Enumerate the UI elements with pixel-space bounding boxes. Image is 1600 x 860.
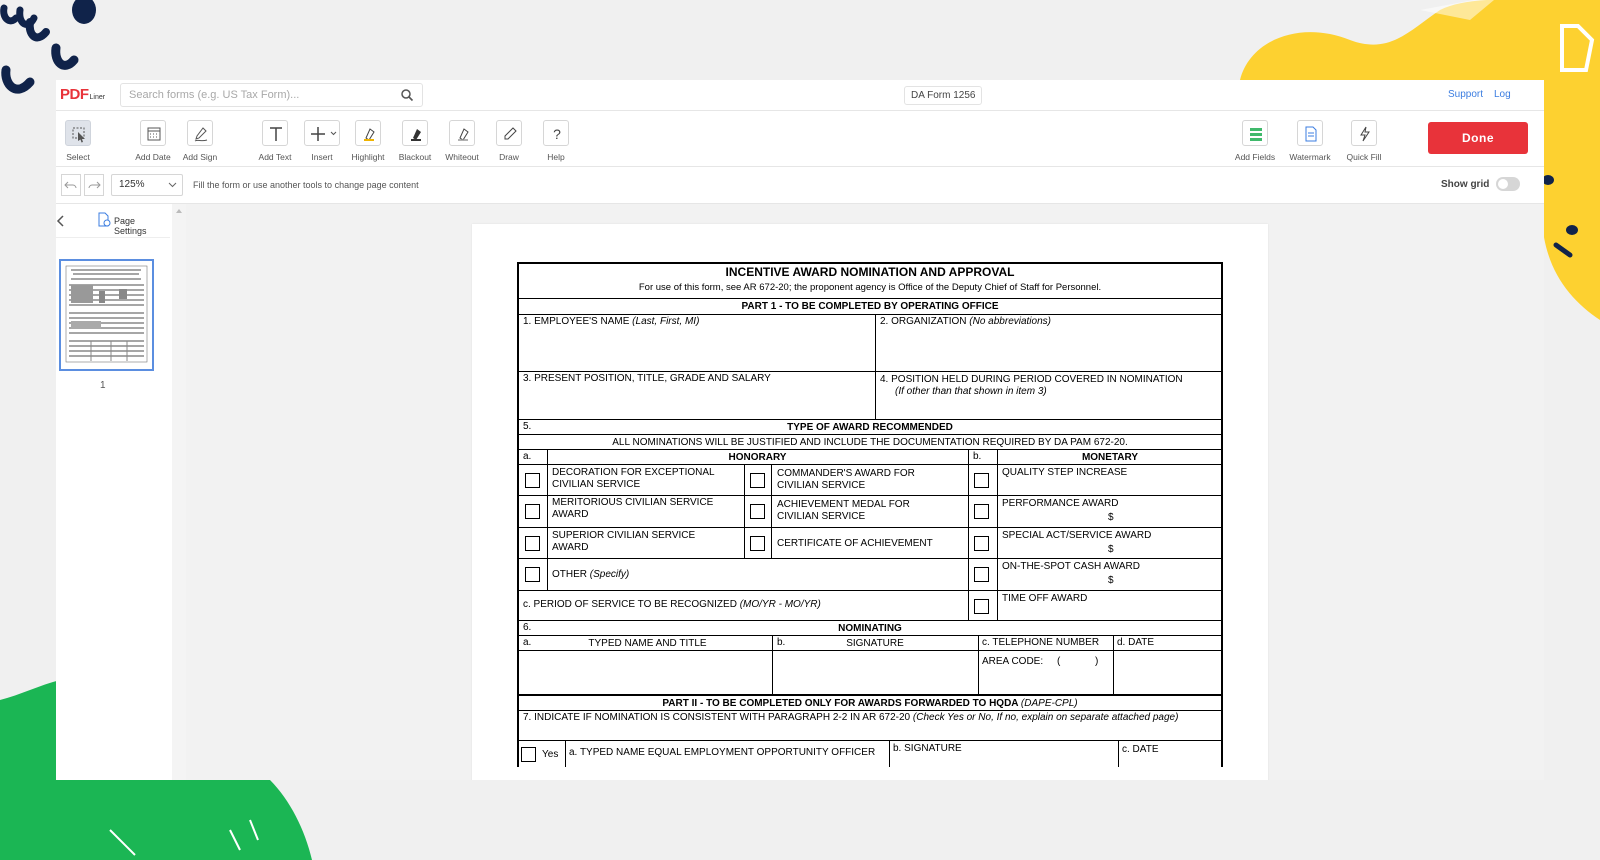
help-tool[interactable]: ? Help [531, 120, 581, 162]
telephone-number-label: c. TELEPHONE NUMBER [982, 637, 1100, 648]
quality-step-increase-checkbox[interactable] [974, 473, 989, 488]
award-row-1 [519, 465, 1221, 496]
achievement-medal-checkbox[interactable] [750, 504, 765, 519]
add-fields-tool[interactable]: Add Fields [1230, 120, 1280, 162]
nominating-signature-label: SIGNATURE [846, 638, 904, 649]
award-row-2 [519, 496, 1221, 528]
select-tool[interactable]: Select [56, 120, 103, 162]
performance-award-checkbox[interactable] [974, 504, 989, 519]
special-act-award-label: SPECIAL ACT/SERVICE AWARD [1002, 530, 1152, 541]
watermark-icon [1297, 120, 1323, 146]
achievement-medal-label-2: CIVILIAN SERVICE [777, 511, 866, 522]
help-icon [543, 120, 569, 146]
organization-label: 2. ORGANIZATION (No abbreviations) [880, 316, 1051, 327]
watermark-tool[interactable]: Watermark [1285, 120, 1335, 162]
page-number: 1 [100, 380, 106, 391]
section5-note: ALL NOMINATIONS WILL BE JUSTIFIED AND INCLUDE THE DOCUMENTATION REQUIRED BY DA PAM 672-20. [612, 437, 1128, 448]
page-settings-icon [96, 212, 112, 228]
blackout-tool[interactable]: Blackout [390, 120, 440, 162]
calendar-icon [140, 120, 166, 146]
sidebar-header [56, 204, 170, 238]
lightning-icon [1351, 120, 1377, 146]
other-award-checkbox[interactable] [525, 567, 540, 582]
scroll-up-icon[interactable] [175, 208, 183, 214]
show-grid-toggle[interactable] [1496, 177, 1520, 191]
document-title: DA Form 1256 [904, 86, 982, 105]
quality-step-increase-label: QUALITY STEP INCREASE [1002, 467, 1128, 478]
quick-fill-tool[interactable]: Quick Fill [1339, 120, 1389, 162]
show-grid-label: Show grid [1441, 179, 1490, 190]
eeo-date-label: c. DATE [1122, 744, 1159, 755]
instruction-text: Fill the form or use another tools to change page content [193, 180, 419, 190]
area-code-open-paren: ( [1057, 656, 1061, 667]
page-thumbnail-preview [61, 261, 152, 369]
redo-button[interactable] [84, 174, 104, 196]
section5-number: 5. [523, 421, 532, 432]
highlight-tool[interactable]: Highlight [343, 120, 393, 162]
row-employee-org [519, 315, 1221, 372]
special-act-dollar-sign: $ [1108, 544, 1114, 555]
search-input[interactable] [120, 83, 423, 107]
section5-title: TYPE OF AWARD RECOMMENDED [787, 422, 953, 433]
achievement-medal-label: ACHIEVEMENT MEDAL FOR [777, 499, 910, 510]
eeo-officer-label: a. TYPED NAME EQUAL EMPLOYMENT OPPORTUNITY OFFICER [569, 747, 876, 758]
commanders-award-checkbox[interactable] [750, 473, 765, 488]
login-link[interactable]: Log [1494, 89, 1511, 100]
special-act-award-checkbox[interactable] [974, 536, 989, 551]
consistency-label: 7. INDICATE IF NOMINATION IS CONSISTENT WITH PARAGRAPH 2-2 IN AR 672-20 (Check Yes or No, If no, explain on separate attached page) [523, 712, 1179, 723]
add-date-tool[interactable]: Add Date [128, 120, 178, 162]
commanders-award-label: COMMANDER'S AWARD FOR [777, 468, 915, 479]
add-sign-tool[interactable]: Add Sign [175, 120, 225, 162]
part1-title: PART 1 - TO BE COMPLETED BY OPERATING OFFICE [741, 301, 999, 312]
meritorious-service-label: MERITORIOUS CIVILIAN SERVICE [552, 497, 714, 508]
meritorious-service-checkbox[interactable] [525, 504, 540, 519]
area-code-label: AREA CODE: [982, 656, 1044, 667]
position-held-label: 4. POSITION HELD DURING PERIOD COVERED IN NOMINATION [880, 374, 1183, 385]
performance-award-label: PERFORMANCE AWARD [1002, 498, 1119, 509]
award-columns-header [519, 450, 1221, 465]
nominating-date-label: d. DATE [1117, 637, 1155, 648]
zoom-select[interactable]: 125% [111, 174, 183, 196]
form-header [519, 264, 1221, 299]
award-row-5 [519, 591, 1221, 621]
undo-button[interactable] [61, 174, 81, 196]
app-window [56, 80, 1544, 780]
nominating-columns [519, 636, 1221, 651]
section6-number: 6. [523, 622, 532, 633]
whiteout-tool[interactable]: Whiteout [437, 120, 487, 162]
award-row-3 [519, 528, 1221, 559]
area-code-close-paren: ) [1095, 656, 1099, 667]
document-canvas [186, 204, 1544, 780]
redo-icon [85, 175, 103, 195]
sidebar-scrollbar[interactable] [172, 204, 186, 780]
performance-dollar-sign: $ [1108, 512, 1114, 523]
consistent-yes-checkbox[interactable] [521, 747, 536, 762]
on-the-spot-award-checkbox[interactable] [974, 567, 989, 582]
insert-tool[interactable]: Insert [297, 120, 347, 162]
signature-icon [187, 120, 213, 146]
on-the-spot-award-label: ON-THE-SPOT CASH AWARD [1002, 561, 1140, 572]
nominating-b-label: b. [777, 637, 786, 648]
column-b-label: b. [973, 451, 982, 462]
pdfliner-logo[interactable]: PDFLiner [60, 86, 106, 103]
select-icon [65, 120, 91, 146]
time-off-award-label: TIME OFF AWARD [1002, 593, 1088, 604]
undo-icon [62, 175, 80, 195]
page-settings-button[interactable]: Page Settings [114, 216, 147, 236]
award-note-row [519, 435, 1221, 450]
nominating-title: NOMINATING [838, 623, 902, 634]
meritorious-service-label-2: AWARD [552, 509, 589, 520]
svg-text:?: ? [553, 126, 561, 142]
decoration-exceptional-checkbox[interactable] [525, 473, 540, 488]
search-icon[interactable] [400, 88, 414, 102]
plus-icon [304, 120, 340, 146]
draw-tool[interactable]: Draw [484, 120, 534, 162]
present-position-label: 3. PRESENT POSITION, TITLE, GRADE AND SALARY [523, 373, 771, 384]
superior-service-label: SUPERIOR CIVILIAN SERVICE [552, 530, 696, 541]
text-icon [262, 120, 288, 146]
typed-name-title-label: TYPED NAME AND TITLE [588, 638, 707, 649]
nominating-a-label: a. [523, 637, 532, 648]
highlighter-icon [355, 120, 381, 146]
column-a-label: a. [523, 451, 532, 462]
superior-service-label-2: AWARD [552, 542, 589, 553]
secondary-toolbar [56, 168, 1544, 204]
time-off-award-checkbox[interactable] [974, 599, 989, 614]
position-held-hint: (If other than that shown in item 3) [895, 386, 1047, 397]
form-subtitle: For use of this form, see AR 672-20; the proponent agency is Office of the Deputy Chief of Staff for Personnel. [638, 282, 1102, 293]
nominating-fields [519, 651, 1221, 695]
certificate-achievement-label: CERTIFICATE OF ACHIEVEMENT [777, 538, 933, 549]
pen-icon [496, 120, 522, 146]
period-of-service-label: c. PERIOD OF SERVICE TO BE RECOGNIZED (MO/YR - MO/YR) [523, 599, 821, 610]
decoration-exceptional-label-2: CIVILIAN SERVICE [552, 479, 641, 490]
monetary-heading: MONETARY [1081, 452, 1139, 463]
row-eeo [519, 741, 1221, 767]
row-consistency [519, 711, 1221, 741]
on-the-spot-dollar-sign: $ [1108, 575, 1114, 586]
part1-heading [519, 299, 1221, 315]
collapse-sidebar-icon[interactable] [56, 214, 66, 228]
consistent-yes-label: Yes [542, 749, 559, 760]
form-title: INCENTIVE AWARD NOMINATION AND APPROVAL [725, 265, 1015, 279]
page-thumbnail[interactable] [59, 259, 154, 371]
other-award-label: OTHER (Specify) [552, 569, 630, 580]
part2-title: PART II - TO BE COMPLETED ONLY FOR AWARDS FORWARDED TO HQDA (DAPE-CPL) [662, 698, 1078, 709]
employee-name-label: 1. EMPLOYEE'S NAME (Last, First, MI) [523, 316, 700, 327]
document-page [472, 224, 1268, 780]
superior-service-checkbox[interactable] [525, 536, 540, 551]
whiteout-icon [449, 120, 475, 146]
nominating-heading [519, 621, 1221, 636]
page-sidebar [56, 204, 170, 780]
award-type-heading [519, 420, 1221, 435]
blackout-icon [402, 120, 428, 146]
row-position [519, 372, 1221, 420]
award-row-4 [519, 559, 1221, 591]
fields-icon [1242, 120, 1268, 146]
eeo-signature-label: b. SIGNATURE [893, 743, 962, 754]
da-form-1256 [517, 262, 1223, 767]
done-button[interactable]: Done [1428, 122, 1528, 154]
main-toolbar [56, 111, 1544, 167]
decoration-exceptional-label: DECORATION FOR EXCEPTIONAL [552, 467, 715, 478]
app-header [56, 80, 1544, 111]
commanders-award-label-2: CIVILIAN SERVICE [777, 480, 866, 491]
certificate-achievement-checkbox[interactable] [750, 536, 765, 551]
add-text-tool[interactable]: Add Text [250, 120, 300, 162]
chevron-down-icon [168, 182, 177, 188]
support-link[interactable]: Support [1448, 89, 1484, 100]
honorary-heading: HONORARY [728, 452, 787, 463]
part2-heading [519, 695, 1221, 711]
